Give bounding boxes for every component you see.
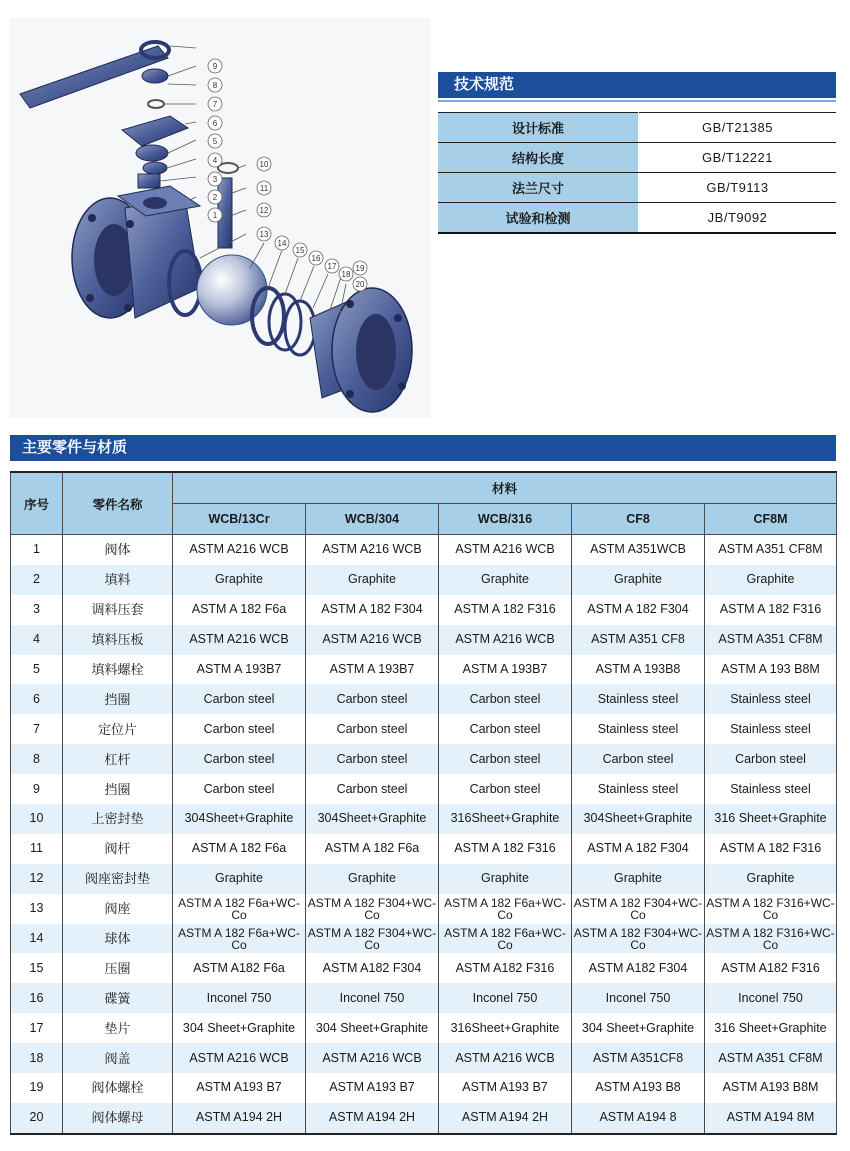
- material-cell: Graphite: [439, 864, 572, 894]
- material-cell: Carbon steel: [572, 744, 705, 774]
- material-cell: ASTM A194 2H: [306, 1103, 439, 1134]
- parts-materials-table: [10, 471, 837, 1135]
- material-cell: ASTM A 182 F316: [705, 834, 837, 864]
- table-row: [11, 983, 837, 1013]
- callout-number: 11: [259, 184, 269, 193]
- part-name: 填料: [63, 565, 173, 595]
- material-cell: ASTM A 182 F304: [306, 595, 439, 625]
- material-cell: 304Sheet+Graphite: [173, 804, 306, 834]
- part-number: 1: [11, 535, 63, 565]
- table-row: [11, 655, 837, 685]
- spec-row: [438, 143, 836, 173]
- material-cell: ASTM A 182 F304+WC-Co: [306, 894, 439, 924]
- material-cell: ASTM A 182 F304+WC-Co: [572, 924, 705, 954]
- material-cell: ASTM A216 WCB: [173, 1043, 306, 1073]
- material-cell: ASTM A351 CF8M: [705, 535, 837, 565]
- material-cell: Graphite: [439, 565, 572, 595]
- part-name: 挡圈: [63, 684, 173, 714]
- callout-number: 14: [277, 239, 287, 248]
- material-cell: ASTM A351 CF8M: [705, 625, 837, 655]
- material-cell: ASTM A351 CF8M: [705, 1043, 837, 1073]
- material-cell: 304 Sheet+Graphite: [173, 1013, 306, 1043]
- part-name: 阀盖: [63, 1043, 173, 1073]
- callout-number: 4: [212, 156, 218, 165]
- spec-key: 试验和检测: [438, 203, 639, 234]
- part-number: 3: [11, 595, 63, 625]
- material-cell: Graphite: [572, 565, 705, 595]
- material-cell: Graphite: [306, 864, 439, 894]
- parts-section-title: 主要零件与材质: [10, 435, 836, 461]
- part-name: 填料压板: [63, 625, 173, 655]
- part-name: 球体: [63, 924, 173, 954]
- material-cell: 316 Sheet+Graphite: [705, 804, 837, 834]
- material-cell: Stainless steel: [572, 774, 705, 804]
- material-cell: 316 Sheet+Graphite: [705, 1013, 837, 1043]
- material-cell: ASTM A 182 F6a: [173, 834, 306, 864]
- material-cell: ASTM A216 WCB: [439, 625, 572, 655]
- material-cell: Graphite: [173, 565, 306, 595]
- callout-number: 9: [212, 62, 218, 71]
- material-cell: Stainless steel: [572, 684, 705, 714]
- material-cell: Graphite: [705, 565, 837, 595]
- callout-number: 13: [259, 230, 269, 239]
- material-cell: ASTM A194 2H: [173, 1103, 306, 1134]
- material-cell: ASTM A 182 F6a: [173, 595, 306, 625]
- spec-value: GB/T21385: [639, 113, 837, 143]
- material-cell: ASTM A193 B7: [173, 1073, 306, 1103]
- part-name: 压圈: [63, 953, 173, 983]
- part-number: 9: [11, 774, 63, 804]
- material-cell: Inconel 750: [439, 983, 572, 1013]
- material-cell: ASTM A351 CF8: [572, 625, 705, 655]
- material-cell: ASTM A 182 F6a+WC-Co: [173, 894, 306, 924]
- part-number: 10: [11, 804, 63, 834]
- part-number: 5: [11, 655, 63, 685]
- spec-key: 结构长度: [438, 143, 639, 173]
- material-cell: ASTM A216 WCB: [306, 1043, 439, 1073]
- table-row: [11, 834, 837, 864]
- material-cell: Graphite: [572, 864, 705, 894]
- part-name: 阀座密封垫: [63, 864, 173, 894]
- material-cell: Stainless steel: [705, 774, 837, 804]
- callout-number: 7: [212, 100, 218, 109]
- material-cell: ASTM A193 B8M: [705, 1073, 837, 1103]
- material-cell: 316Sheet+Graphite: [439, 1013, 572, 1043]
- header-grade: WCB/13Cr: [173, 504, 306, 535]
- material-cell: ASTM A182 F304: [306, 953, 439, 983]
- callout-number: 3: [212, 175, 218, 184]
- material-cell: ASTM A 182 F6a: [306, 834, 439, 864]
- spec-section-title: 技术规范: [438, 72, 836, 98]
- material-cell: Carbon steel: [439, 744, 572, 774]
- material-cell: Inconel 750: [173, 983, 306, 1013]
- part-name: 阀体: [63, 535, 173, 565]
- header-grade: CF8: [572, 504, 705, 535]
- material-cell: ASTM A182 F316: [705, 953, 837, 983]
- material-cell: Carbon steel: [173, 684, 306, 714]
- material-cell: ASTM A 182 F304+WC-Co: [306, 924, 439, 954]
- spec-table: [438, 112, 836, 234]
- material-cell: 304Sheet+Graphite: [306, 804, 439, 834]
- spec-row: [438, 203, 836, 234]
- callout-number: 2: [212, 193, 218, 202]
- material-cell: ASTM A216 WCB: [306, 535, 439, 565]
- table-row: [11, 714, 837, 744]
- material-cell: Carbon steel: [306, 774, 439, 804]
- material-cell: Stainless steel: [572, 714, 705, 744]
- material-cell: ASTM A193 B8: [572, 1073, 705, 1103]
- part-number: 17: [11, 1013, 63, 1043]
- part-name: 调料压套: [63, 595, 173, 625]
- callout-number: 5: [212, 137, 218, 146]
- material-cell: ASTM A351WCB: [572, 535, 705, 565]
- material-cell: Graphite: [306, 565, 439, 595]
- part-number: 7: [11, 714, 63, 744]
- callout-number: 19: [355, 264, 365, 273]
- material-cell: Stainless steel: [705, 714, 837, 744]
- part-name: 定位片: [63, 714, 173, 744]
- part-number: 2: [11, 565, 63, 595]
- material-cell: Carbon steel: [173, 714, 306, 744]
- material-cell: 304 Sheet+Graphite: [306, 1013, 439, 1043]
- material-cell: ASTM A194 8: [572, 1103, 705, 1134]
- material-cell: ASTM A216 WCB: [173, 535, 306, 565]
- material-cell: ASTM A182 F6a: [173, 953, 306, 983]
- callout-number: 1: [212, 211, 218, 220]
- table-row: [11, 1073, 837, 1103]
- spec-key: 法兰尺寸: [438, 173, 639, 203]
- material-cell: ASTM A193 B7: [306, 1073, 439, 1103]
- table-row: [11, 924, 837, 954]
- part-number: 11: [11, 834, 63, 864]
- spec-key: 设计标准: [438, 113, 639, 143]
- table-row: [11, 744, 837, 774]
- part-name: 填料螺栓: [63, 655, 173, 685]
- material-cell: ASTM A 182 F304+WC-Co: [572, 894, 705, 924]
- spec-row: [438, 173, 836, 203]
- part-number: 16: [11, 983, 63, 1013]
- material-cell: ASTM A 193B7: [439, 655, 572, 685]
- part-name: 阀座: [63, 894, 173, 924]
- material-cell: Graphite: [173, 864, 306, 894]
- callout-number: 17: [327, 262, 337, 271]
- material-cell: Carbon steel: [306, 744, 439, 774]
- material-cell: Carbon steel: [705, 744, 837, 774]
- material-cell: ASTM A216 WCB: [306, 625, 439, 655]
- callout-number: 12: [259, 206, 269, 215]
- part-number: 20: [11, 1103, 63, 1134]
- part-name: 挡圈: [63, 774, 173, 804]
- table-row: [11, 774, 837, 804]
- material-cell: Inconel 750: [705, 983, 837, 1013]
- callout-number: 15: [295, 246, 305, 255]
- spec-value: JB/T9092: [639, 203, 837, 234]
- table-row: [11, 535, 837, 565]
- material-cell: ASTM A 182 F6a+WC-Co: [439, 894, 572, 924]
- material-cell: ASTM A 182 F304: [572, 834, 705, 864]
- material-cell: ASTM A 193 B8M: [705, 655, 837, 685]
- material-cell: 316Sheet+Graphite: [439, 804, 572, 834]
- part-number: 13: [11, 894, 63, 924]
- material-cell: Carbon steel: [306, 684, 439, 714]
- part-name: 碟簧: [63, 983, 173, 1013]
- material-cell: ASTM A182 F316: [439, 953, 572, 983]
- part-number: 6: [11, 684, 63, 714]
- material-cell: ASTM A216 WCB: [173, 625, 306, 655]
- material-cell: ASTM A 182 F6a+WC-Co: [439, 924, 572, 954]
- spec-value: GB/T9113: [639, 173, 837, 203]
- table-row: [11, 595, 837, 625]
- valve-illustration: [10, 18, 430, 418]
- material-cell: ASTM A194 8M: [705, 1103, 837, 1134]
- part-number: 15: [11, 953, 63, 983]
- material-cell: Carbon steel: [439, 684, 572, 714]
- material-cell: ASTM A 182 F304: [572, 595, 705, 625]
- header-grade: WCB/304: [306, 504, 439, 535]
- table-row: [11, 804, 837, 834]
- part-name: 上密封垫: [63, 804, 173, 834]
- material-cell: Carbon steel: [173, 744, 306, 774]
- callout-number: 6: [212, 119, 218, 128]
- callout-number: 10: [259, 160, 269, 169]
- part-name: 阀体螺栓: [63, 1073, 173, 1103]
- part-number: 19: [11, 1073, 63, 1103]
- material-cell: ASTM A351CF8: [572, 1043, 705, 1073]
- header-grade: CF8M: [705, 504, 837, 535]
- material-cell: Carbon steel: [173, 774, 306, 804]
- part-number: 12: [11, 864, 63, 894]
- material-cell: ASTM A 193B8: [572, 655, 705, 685]
- part-name: 阀杆: [63, 834, 173, 864]
- material-cell: ASTM A193 B7: [439, 1073, 572, 1103]
- callout-number: 18: [341, 270, 351, 279]
- table-row: [11, 684, 837, 714]
- material-cell: 304Sheet+Graphite: [572, 804, 705, 834]
- material-cell: ASTM A 182 F6a+WC-Co: [173, 924, 306, 954]
- part-number: 8: [11, 744, 63, 774]
- part-name: 垫片: [63, 1013, 173, 1043]
- material-cell: ASTM A 193B7: [173, 655, 306, 685]
- table-row: [11, 1043, 837, 1073]
- callout-number: 20: [355, 280, 365, 289]
- table-row: [11, 625, 837, 655]
- header-grade: WCB/316: [439, 504, 572, 535]
- part-name: 杠杆: [63, 744, 173, 774]
- table-row: [11, 1013, 837, 1043]
- spec-row: [438, 113, 836, 143]
- material-cell: Inconel 750: [306, 983, 439, 1013]
- header-part-name: 零件名称: [63, 472, 173, 535]
- material-cell: ASTM A194 2H: [439, 1103, 572, 1134]
- table-row: [11, 953, 837, 983]
- material-cell: ASTM A 182 F316: [705, 595, 837, 625]
- table-row: [11, 894, 837, 924]
- material-cell: ASTM A 182 F316+WC-Co: [706, 925, 835, 952]
- callout-number: 16: [311, 254, 321, 263]
- material-cell: Stainless steel: [705, 684, 837, 714]
- table-row: [11, 1103, 837, 1134]
- material-cell: ASTM A 182 F316+WC-Co: [706, 895, 835, 922]
- table-row: [11, 864, 837, 894]
- material-cell: ASTM A 193B7: [306, 655, 439, 685]
- material-cell: Graphite: [705, 864, 837, 894]
- material-cell: ASTM A216 WCB: [439, 1043, 572, 1073]
- material-cell: ASTM A216 WCB: [439, 535, 572, 565]
- material-cell: Carbon steel: [439, 774, 572, 804]
- material-cell: Carbon steel: [439, 714, 572, 744]
- material-cell: Carbon steel: [306, 714, 439, 744]
- part-number: 18: [11, 1043, 63, 1073]
- material-cell: 304 Sheet+Graphite: [572, 1013, 705, 1043]
- part-number: 4: [11, 625, 63, 655]
- header-material: 材料: [173, 472, 837, 504]
- part-number: 14: [11, 924, 63, 954]
- material-cell: ASTM A182 F304: [572, 953, 705, 983]
- header-no: 序号: [11, 472, 63, 535]
- table-row: [11, 565, 837, 595]
- material-cell: ASTM A 182 F316: [439, 834, 572, 864]
- exploded-valve-drawing: [10, 18, 430, 418]
- part-name: 阀体螺母: [63, 1103, 173, 1134]
- material-cell: Inconel 750: [572, 983, 705, 1013]
- callout-number: 8: [212, 81, 218, 90]
- spec-value: GB/T12221: [639, 143, 837, 173]
- material-cell: ASTM A 182 F316: [439, 595, 572, 625]
